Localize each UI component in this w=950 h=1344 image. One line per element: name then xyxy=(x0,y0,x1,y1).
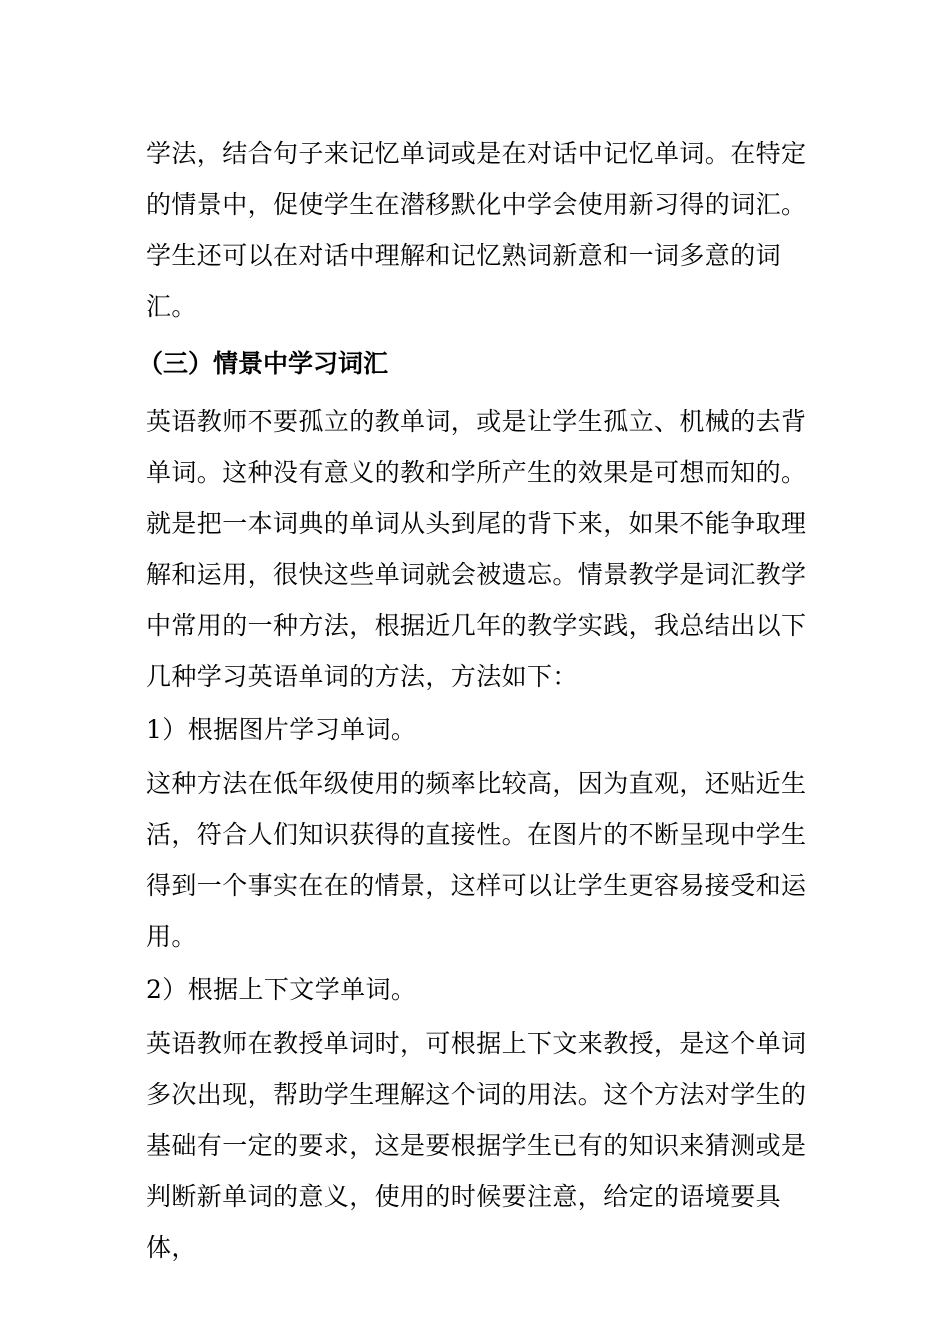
list-item-2: 2）根据上下文学单词。 xyxy=(146,975,417,1004)
list-item-1: 1）根据图片学习单词。 xyxy=(146,715,417,744)
document-page xyxy=(138,128,826,1273)
paragraph-pictures: 这种方法在低年级使用的频率比较高，因为直观，还贴近生活，符合人们知识获得的直接性。在图片的不断呈现中学生得到一个事实在在的情景，这样可以让学生更容易接受和运用。 xyxy=(146,769,807,951)
paragraph-continuation: 学法，结合句子来记忆单词或是在对话中记忆单词。在特定的情景中，促使学生在潜移默化中学会使用新习得的词汇。学生还可以在对话中理解和记忆熟词新意和一词多意的词汇。 xyxy=(146,139,807,321)
paragraph-intro: 英语教师不要孤立的教单词，或是让学生孤立、机械的去背单词。这种没有意义的教和学所产生的效果是可想而知的。就是把一本词典的单词从头到尾的背下来，如果不能争取理解和运用，很快这些单词就会被遗忘。情景教学是词汇教学中常用的一种方法，根据近几年的教学实践，我总结出以下几种学习英语单词的方法，方法如下： xyxy=(146,407,807,691)
paragraph-context: 英语教师在教授单词时，可根据上下文来教授，是这个单词多次出现，帮助学生理解这个词的用法。这个方法对学生的基础有一定的要求，这是要根据学生已有的知识来猜测或是判断新单词的意义，使用的时候要注意，给定的语境要具体， xyxy=(146,1029,807,1262)
section-heading: （三）情景中学习词汇 xyxy=(138,349,389,378)
